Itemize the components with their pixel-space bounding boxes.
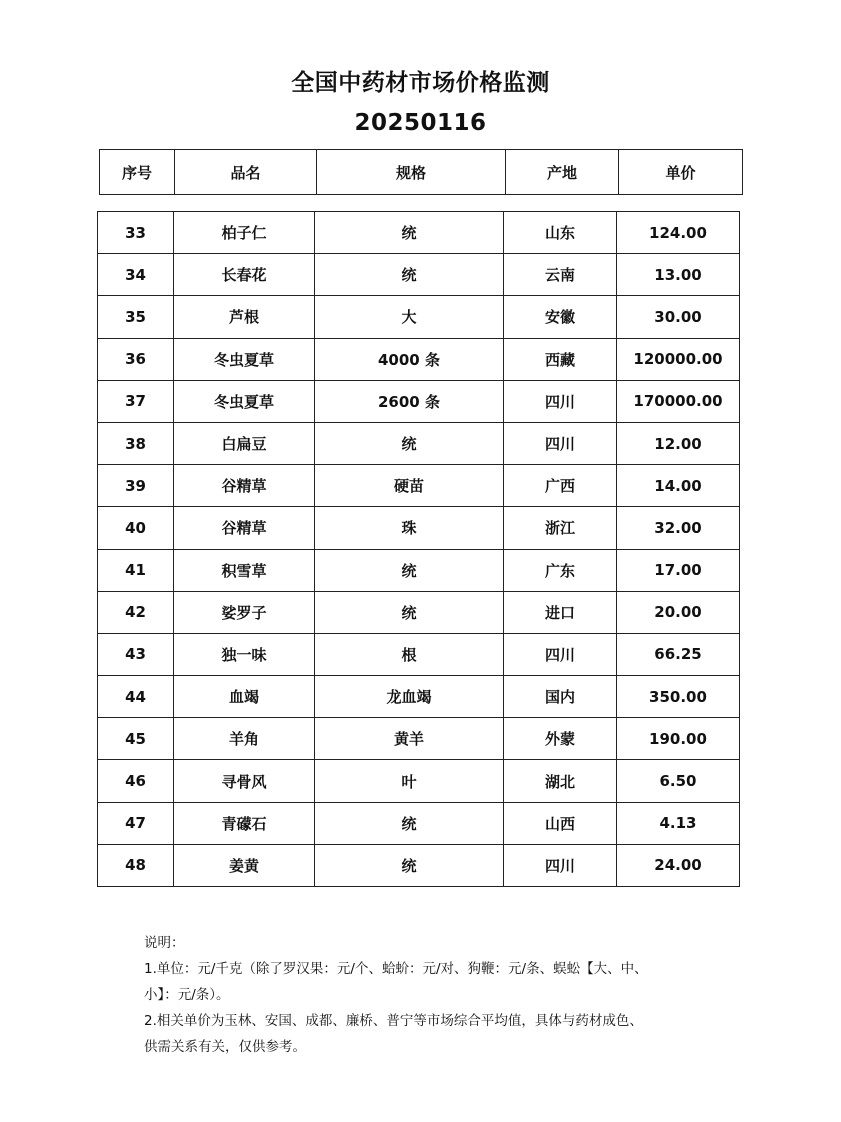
cell-spec: 珠 xyxy=(315,507,504,549)
cell-index: 45 xyxy=(98,718,174,760)
cell-origin: 云南 xyxy=(504,254,617,296)
table-row xyxy=(98,760,740,802)
table-row xyxy=(98,549,740,591)
cell-origin: 外蒙 xyxy=(504,718,617,760)
cell-name: 姜黄 xyxy=(174,844,315,886)
table-row xyxy=(98,844,740,886)
cell-index: 43 xyxy=(98,633,174,675)
notes-heading: 说明： xyxy=(144,935,185,951)
notes-line: 2.相关单价为玉林、安国、成都、廉桥、普宁等市场综合平均值，具体与药材成色、 xyxy=(144,1013,643,1029)
cell-price: 24.00 xyxy=(617,844,740,886)
report-date: 20250116 xyxy=(354,110,487,136)
notes-line: 1.单位：元/千克（除了罗汉果：元/个、蛤蚧：元/对、狗鞭：元/条、蜈蚣【大、中、 xyxy=(144,961,648,977)
cell-name: 血竭 xyxy=(174,676,315,718)
header-origin: 产地 xyxy=(506,150,619,195)
cell-spec: 叶 xyxy=(315,760,504,802)
table-row xyxy=(98,507,740,549)
cell-price: 4.13 xyxy=(617,802,740,844)
cell-price: 14.00 xyxy=(617,465,740,507)
cell-price: 13.00 xyxy=(617,254,740,296)
notes xyxy=(144,930,704,1060)
table-row xyxy=(98,802,740,844)
cell-name: 冬虫夏草 xyxy=(174,338,315,380)
cell-price: 30.00 xyxy=(617,296,740,338)
cell-index: 41 xyxy=(98,549,174,591)
table-row xyxy=(98,380,740,422)
cell-origin: 四川 xyxy=(504,422,617,464)
cell-price: 66.25 xyxy=(617,633,740,675)
table-row xyxy=(98,254,740,296)
cell-name: 长春花 xyxy=(174,254,315,296)
cell-index: 48 xyxy=(98,844,174,886)
cell-spec: 统 xyxy=(315,549,504,591)
cell-origin: 广东 xyxy=(504,549,617,591)
cell-origin: 湖北 xyxy=(504,760,617,802)
cell-price: 120000.00 xyxy=(617,338,740,380)
cell-price: 124.00 xyxy=(617,212,740,254)
cell-index: 33 xyxy=(98,212,174,254)
header-price: 单价 xyxy=(619,150,743,195)
cell-spec: 根 xyxy=(315,633,504,675)
table-row xyxy=(98,465,740,507)
cell-spec: 2600 条 xyxy=(315,380,504,422)
cell-price: 190.00 xyxy=(617,718,740,760)
header-name: 品名 xyxy=(175,150,317,195)
table-header xyxy=(99,149,743,195)
cell-price: 350.00 xyxy=(617,676,740,718)
cell-index: 47 xyxy=(98,802,174,844)
table-row xyxy=(98,676,740,718)
table-row xyxy=(98,633,740,675)
cell-spec: 统 xyxy=(315,802,504,844)
cell-spec: 统 xyxy=(315,254,504,296)
cell-origin: 四川 xyxy=(504,844,617,886)
cell-origin: 山东 xyxy=(504,212,617,254)
cell-name: 寻骨风 xyxy=(174,760,315,802)
table-row xyxy=(98,718,740,760)
cell-spec: 硬苗 xyxy=(315,465,504,507)
cell-spec: 统 xyxy=(315,422,504,464)
cell-spec: 统 xyxy=(315,844,504,886)
cell-price: 32.00 xyxy=(617,507,740,549)
cell-spec: 黄羊 xyxy=(315,718,504,760)
cell-name: 青礞石 xyxy=(174,802,315,844)
table-row xyxy=(98,212,740,254)
cell-origin: 浙江 xyxy=(504,507,617,549)
cell-index: 44 xyxy=(98,676,174,718)
cell-name: 柏子仁 xyxy=(174,212,315,254)
cell-origin: 西藏 xyxy=(504,338,617,380)
cell-origin: 四川 xyxy=(504,633,617,675)
cell-spec: 统 xyxy=(315,212,504,254)
cell-origin: 山西 xyxy=(504,802,617,844)
cell-index: 35 xyxy=(98,296,174,338)
cell-name: 羊角 xyxy=(174,718,315,760)
notes-line: 供需关系有关，仅供参考。 xyxy=(144,1039,306,1055)
cell-origin: 安徽 xyxy=(504,296,617,338)
cell-index: 37 xyxy=(98,380,174,422)
cell-name: 白扁豆 xyxy=(174,422,315,464)
header-index: 序号 xyxy=(100,150,175,195)
cell-index: 42 xyxy=(98,591,174,633)
cell-price: 170000.00 xyxy=(617,380,740,422)
cell-price: 20.00 xyxy=(617,591,740,633)
cell-index: 40 xyxy=(98,507,174,549)
cell-origin: 四川 xyxy=(504,380,617,422)
cell-price: 6.50 xyxy=(617,760,740,802)
cell-name: 娑罗子 xyxy=(174,591,315,633)
header-spec: 规格 xyxy=(317,150,506,195)
cell-price: 17.00 xyxy=(617,549,740,591)
cell-index: 36 xyxy=(98,338,174,380)
cell-price: 12.00 xyxy=(617,422,740,464)
cell-name: 独一味 xyxy=(174,633,315,675)
cell-name: 积雪草 xyxy=(174,549,315,591)
price-table xyxy=(97,211,740,887)
cell-name: 冬虫夏草 xyxy=(174,380,315,422)
cell-index: 46 xyxy=(98,760,174,802)
cell-origin: 国内 xyxy=(504,676,617,718)
cell-index: 34 xyxy=(98,254,174,296)
notes-line: 小】：元/条）。 xyxy=(144,987,230,1003)
cell-origin: 广西 xyxy=(504,465,617,507)
cell-spec: 龙血竭 xyxy=(315,676,504,718)
cell-origin: 进口 xyxy=(504,591,617,633)
table-row xyxy=(98,296,740,338)
table-row xyxy=(98,591,740,633)
cell-name: 谷精草 xyxy=(174,507,315,549)
cell-spec: 统 xyxy=(315,591,504,633)
page-title: 全国中药材市场价格监测 xyxy=(291,70,550,96)
table-row xyxy=(98,422,740,464)
cell-name: 谷精草 xyxy=(174,465,315,507)
table-row xyxy=(98,338,740,380)
cell-name: 芦根 xyxy=(174,296,315,338)
cell-index: 39 xyxy=(98,465,174,507)
cell-spec: 4000 条 xyxy=(315,338,504,380)
cell-index: 38 xyxy=(98,422,174,464)
cell-spec: 大 xyxy=(315,296,504,338)
